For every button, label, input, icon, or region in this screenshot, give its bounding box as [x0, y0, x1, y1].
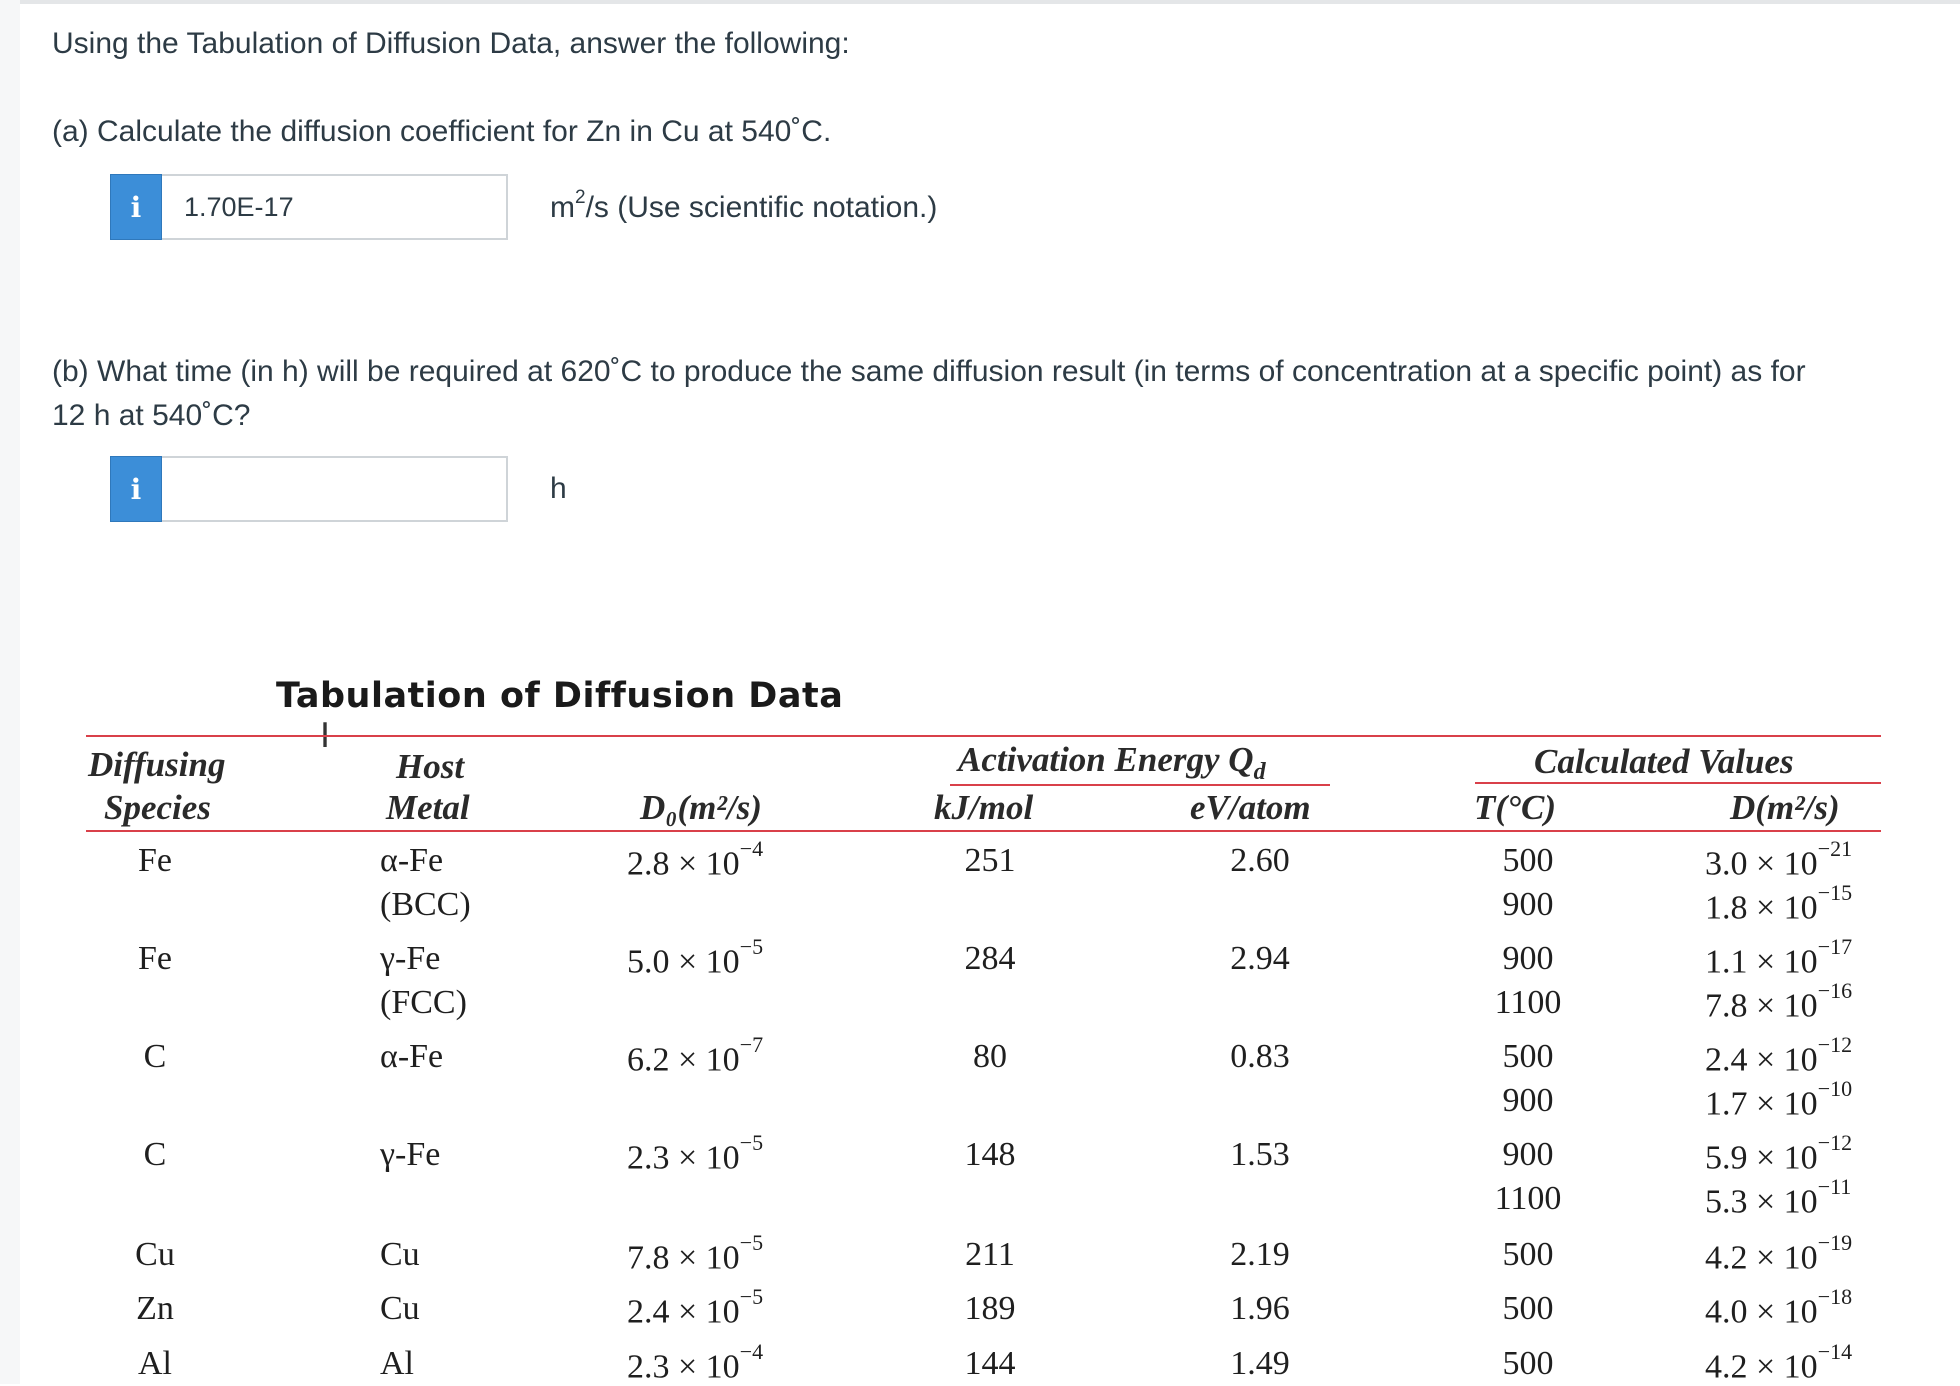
- cell-temperature: 1100: [1494, 984, 1562, 1021]
- cell-temperature: 500: [1502, 1290, 1554, 1327]
- cell-kj-mol: 211: [965, 1236, 1015, 1273]
- part-b-line-1: (b) What time (in h) will be required at 620˚C to produce the same diffusion result (in terms of concentration at a specific point) as for: [52, 355, 1806, 388]
- cell-kj-mol: 284: [964, 940, 1016, 977]
- cell-d0: $5.0 \times 10^{-5}$: [627, 934, 764, 981]
- cell-host: γ-Fe: [380, 940, 441, 977]
- cell-temperature: 500: [1502, 1038, 1554, 1075]
- cell-kj-mol: 144: [964, 1345, 1016, 1382]
- cell-species: C: [143, 1038, 167, 1075]
- cell-ev-atom: 1.96: [1230, 1290, 1290, 1327]
- cell-d0: $2.3 \times 10^{-4}$: [627, 1339, 764, 1386]
- cell-diffusion-coefficient: $4.2 \times 10^{-14}$: [1705, 1339, 1853, 1386]
- cell-temperature: 500: [1502, 1236, 1554, 1273]
- cell-temperature: 500: [1502, 1345, 1554, 1382]
- cell-kj-mol: 148: [964, 1136, 1016, 1173]
- header-ev-atom: eV/atom: [1190, 788, 1311, 827]
- question-intro: Using the Tabulation of Diffusion Data, answer the following:: [52, 27, 850, 60]
- left-margin: [0, 0, 20, 1384]
- header-d: D(m²/s): [1730, 788, 1840, 827]
- top-border: [0, 0, 1960, 4]
- cell-species: Al: [138, 1345, 172, 1382]
- part-b-prompt: [52, 350, 1902, 438]
- cell-diffusion-coefficient: $4.2 \times 10^{-19}$: [1705, 1230, 1853, 1277]
- cell-host: Cu: [380, 1290, 420, 1327]
- part-a-answer-input[interactable]: [162, 174, 508, 240]
- header-temperature: T(°C): [1474, 788, 1557, 827]
- cell-species: Fe: [138, 940, 172, 977]
- cell-diffusion-coefficient: $7.8 \times 10^{-16}$: [1705, 978, 1853, 1025]
- header-kj-mol: kJ/mol: [934, 788, 1034, 827]
- cell-host: Al: [380, 1345, 414, 1382]
- cell-species: Zn: [136, 1290, 174, 1327]
- cell-host: α-Fe: [380, 842, 444, 879]
- cell-species: C: [143, 1136, 167, 1173]
- cell-ev-atom: 2.60: [1230, 842, 1290, 879]
- cell-ev-atom: 2.94: [1230, 940, 1290, 977]
- cell-temperature: 1100: [1494, 1180, 1562, 1217]
- table-top-rule: [86, 735, 1881, 737]
- cell-diffusion-coefficient: $5.9 \times 10^{-12}$: [1705, 1130, 1853, 1177]
- table-title: Tabulation of Diffusion Data: [276, 676, 844, 716]
- cell-species: Cu: [135, 1236, 175, 1273]
- cell-d0: $2.8 \times 10^{-4}$: [627, 836, 764, 883]
- header-activation-energy: Activation Energy $Q_d$: [958, 740, 1266, 785]
- part-b-answer-input[interactable]: [162, 456, 508, 522]
- header-calculated-values: Calculated Values: [1534, 742, 1794, 781]
- header-species: Species: [104, 788, 211, 827]
- header-metal: Metal: [386, 788, 470, 827]
- cell-temperature: 900: [1502, 1082, 1554, 1119]
- cell-host: Cu: [380, 1236, 420, 1273]
- part-a-unit: $m^2/s$ (Use scientific notation.): [550, 186, 938, 224]
- cell-diffusion-coefficient: $2.4 \times 10^{-12}$: [1705, 1032, 1853, 1079]
- cell-temperature: 900: [1502, 940, 1554, 977]
- header-bottom-rule: [86, 830, 1881, 832]
- cell-d0: $2.3 \times 10^{-5}$: [627, 1130, 764, 1177]
- cell-d0: $7.8 \times 10^{-5}$: [627, 1230, 764, 1277]
- header-d0: D₀(m²/s): [640, 788, 762, 827]
- cell-diffusion-coefficient: $5.3 \times 10^{-11}$: [1705, 1174, 1852, 1221]
- part-b-line-2: 12 h at 540˚C?: [52, 399, 251, 432]
- cell-kj-mol: 251: [964, 842, 1016, 879]
- cell-ev-atom: 2.19: [1230, 1236, 1290, 1273]
- cell-ev-atom: 1.53: [1230, 1136, 1290, 1173]
- header-host: Host: [396, 747, 465, 786]
- cell-temperature: 500: [1502, 842, 1554, 879]
- cell-host: γ-Fe: [380, 1136, 441, 1173]
- cell-host: α-Fe: [380, 1038, 444, 1075]
- cell-host-structure: (BCC): [380, 886, 471, 923]
- part-b-answer-row: [110, 456, 567, 522]
- cell-d0: $6.2 \times 10^{-7}$: [627, 1032, 764, 1079]
- header-diffusing: Diffusing: [88, 745, 226, 784]
- calculated-underline: [1475, 782, 1881, 784]
- info-icon[interactable]: i: [110, 456, 162, 522]
- cell-diffusion-coefficient: $1.8 \times 10^{-15}$: [1705, 880, 1853, 927]
- cell-diffusion-coefficient: $1.1 \times 10^{-17}$: [1705, 934, 1853, 981]
- cell-host-structure: (FCC): [380, 984, 467, 1021]
- cell-species: Fe: [138, 842, 172, 879]
- cell-kj-mol: 80: [973, 1038, 1007, 1075]
- part-b-unit: h: [550, 472, 567, 505]
- cell-kj-mol: 189: [964, 1290, 1016, 1327]
- cell-ev-atom: 1.49: [1230, 1345, 1290, 1382]
- info-icon[interactable]: i: [110, 174, 162, 240]
- cell-diffusion-coefficient: $1.7 \times 10^{-10}$: [1705, 1076, 1853, 1123]
- part-a-answer-row: [110, 174, 937, 240]
- cell-diffusion-coefficient: $3.0 \times 10^{-21}$: [1705, 836, 1853, 883]
- cell-ev-atom: 0.83: [1230, 1038, 1290, 1075]
- cell-temperature: 900: [1502, 886, 1554, 923]
- part-a-prompt: (a) Calculate the diffusion coefficient for Zn in Cu at 540˚C.: [52, 115, 832, 148]
- cell-temperature: 900: [1502, 1136, 1554, 1173]
- cell-diffusion-coefficient: $4.0 \times 10^{-18}$: [1705, 1284, 1853, 1331]
- cell-d0: $2.4 \times 10^{-5}$: [627, 1284, 764, 1331]
